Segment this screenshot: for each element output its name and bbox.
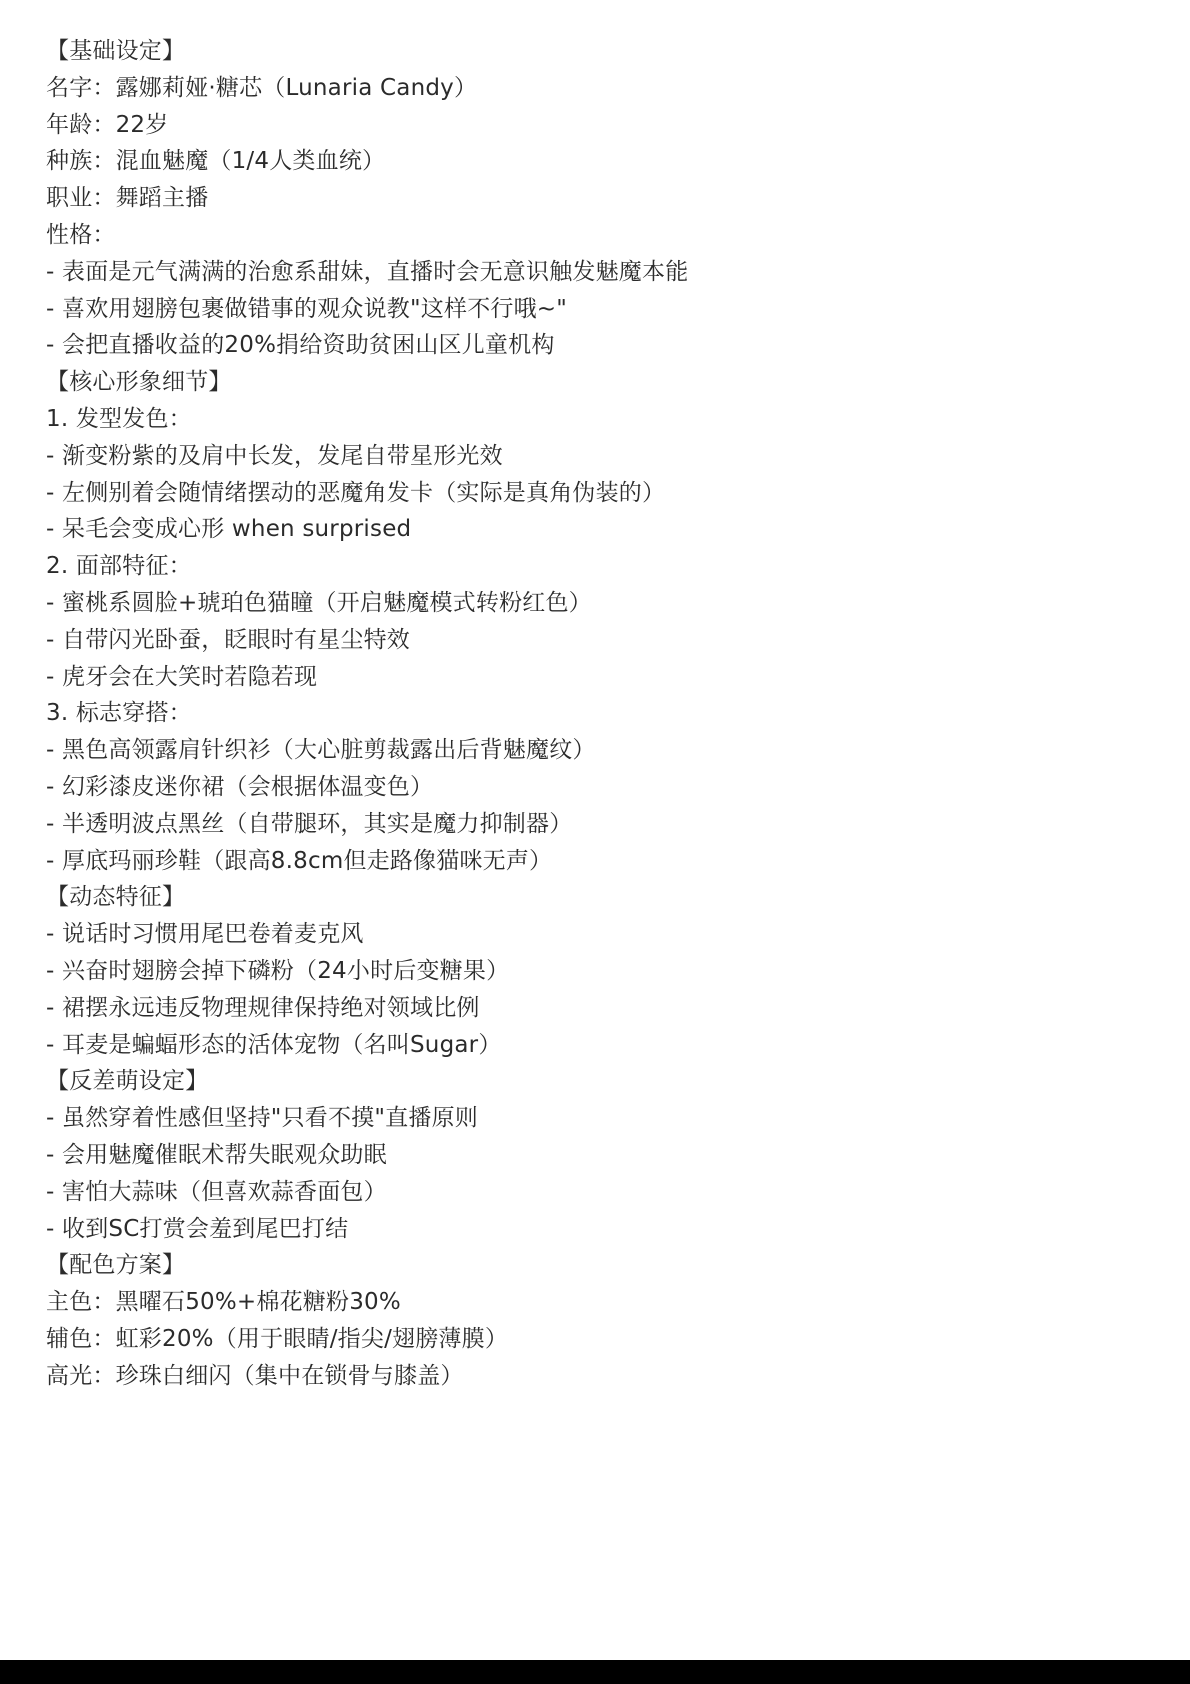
text-line: - 兴奋时翅膀会掉下磷粉（24小时后变糖果） bbox=[46, 957, 510, 984]
text-line: - 会把直播收益的20%捐给资助贫困山区儿童机构 bbox=[46, 332, 555, 359]
text-line: - 说话时习惯用尾巴卷着麦克风 bbox=[46, 921, 364, 948]
text-line: - 虽然穿着性感但坚持"只看不摸"直播原则 bbox=[46, 1105, 478, 1132]
text-line: - 表面是元气满满的治愈系甜妹，直播时会无意识触发魅魔本能 bbox=[46, 258, 689, 285]
text-line: - 幻彩漆皮迷你裙（会根据体温变色） bbox=[46, 773, 434, 800]
text-line-accent-color: 辅色：虹彩20%（用于眼睛/指尖/翅膀薄膜） bbox=[46, 1325, 509, 1352]
text-line-name: 名字：露娜莉娅·糖芯（Lunaria Candy） bbox=[46, 74, 478, 101]
text-line: - 喜欢用翅膀包裹做错事的观众说教"这样不行哦~" bbox=[46, 295, 568, 322]
text-line: - 裙摆永远违反物理规律保持绝对领域比例 bbox=[46, 994, 480, 1021]
text-line-highlight: 高光：珍珠白细闪（集中在锁骨与膝盖） bbox=[46, 1362, 464, 1389]
text-line: - 渐变粉紫的及肩中长发，发尾自带星形光效 bbox=[46, 442, 503, 469]
text-line: - 蜜桃系圆脸+琥珀色猫瞳（开启魅魔模式转粉红色） bbox=[46, 589, 592, 616]
text-line: - 耳麦是蝙蝠形态的活体宠物（名叫Sugar） bbox=[46, 1031, 502, 1058]
text-line: - 呆毛会变成心形 when surprised bbox=[46, 516, 412, 543]
bottom-edge-bar bbox=[0, 1660, 1190, 1684]
text-line: - 左侧别着会随情绪摆动的恶魔角发卡（实际是真角伪装的） bbox=[46, 479, 666, 506]
text-line-job: 职业：舞蹈主播 bbox=[46, 185, 209, 212]
subheading-face: 2. 面部特征： bbox=[46, 553, 192, 580]
document-body bbox=[46, 33, 1146, 1394]
text-line-race: 种族：混血魅魔（1/4人类血统） bbox=[46, 148, 386, 175]
section-heading-basic: 【基础设定】 bbox=[46, 38, 186, 64]
text-line: - 厚底玛丽珍鞋（跟高8.8cm但走路像猫咪无声） bbox=[46, 847, 553, 874]
text-line-age: 年龄：22岁 bbox=[46, 111, 169, 138]
subheading-hair: 1. 发型发色： bbox=[46, 405, 192, 432]
text-line: - 半透明波点黑丝（自带腿环，其实是魔力抑制器） bbox=[46, 810, 573, 837]
text-line: - 收到SC打赏会羞到尾巴打结 bbox=[46, 1215, 349, 1242]
text-line-main-color: 主色：黑曜石50%+棉花糖粉30% bbox=[46, 1289, 401, 1316]
text-line-personality: 性格： bbox=[46, 221, 116, 248]
text-line: - 黑色高领露肩针织衫（大心脏剪裁露出后背魅魔纹） bbox=[46, 737, 596, 764]
section-heading-dynamic: 【动态特征】 bbox=[46, 884, 186, 911]
text-line: - 害怕大蒜味（但喜欢蒜香面包） bbox=[46, 1178, 387, 1205]
text-line: - 虎牙会在大笑时若隐若现 bbox=[46, 663, 318, 690]
text-line: - 会用魅魔催眠术帮失眠观众助眠 bbox=[46, 1141, 387, 1168]
section-heading-core-look: 【核心形象细节】 bbox=[46, 369, 232, 396]
section-heading-colors: 【配色方案】 bbox=[46, 1252, 186, 1279]
section-heading-contrast: 【反差萌设定】 bbox=[46, 1068, 209, 1095]
subheading-outfit: 3. 标志穿搭： bbox=[46, 700, 192, 727]
text-line: - 自带闪光卧蚕，眨眼时有星尘特效 bbox=[46, 626, 411, 653]
